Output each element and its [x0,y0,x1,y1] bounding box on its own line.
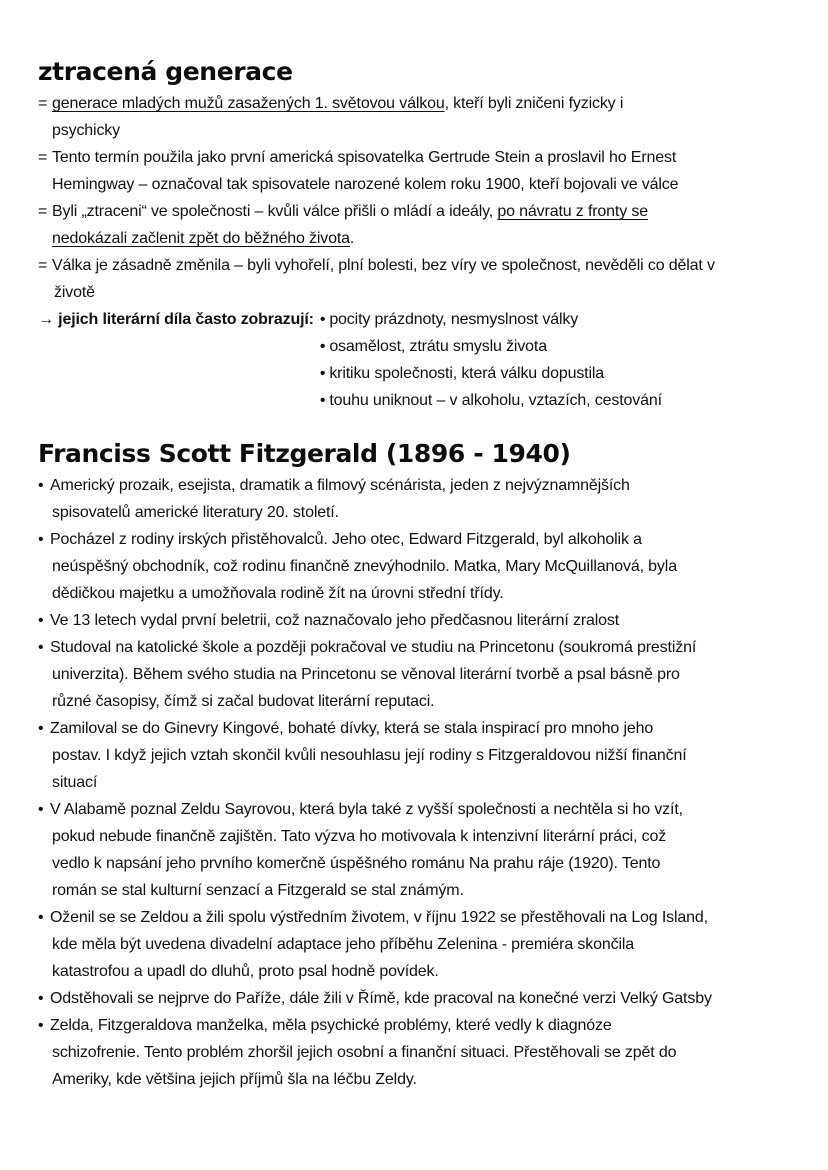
theme-item [320,387,662,414]
section-title-lost-generation: ztracená generace [38,57,293,86]
bio-item-continuation: schizofrenie. Tento problém zhoršil jejich osobní a finanční situaci. Přestěhovali se zpět do [52,1044,677,1061]
item-text: Válka je zásadně změnila – byli vyhořelí, plní bolesti, bez víry ve společnost, nevěděli co dělat v [52,257,715,274]
bio-item-text: V Alabamě poznal Zeldu Sayrovou, která byla také z vyšší společnosti a nechtěla si ho vzít, [50,801,683,818]
bullet-icon: • [38,801,44,818]
fitzgerald-section [38,472,808,1093]
bio-list-item [38,985,808,1012]
bio-item-continuation: pokud nebude finančně zajištěn. Tato výzva ho motivovala k intenzivní literární práci, což [52,828,667,845]
theme-text: pocity prázdnoty, nesmyslnost války [329,311,579,328]
bio-item-continuation: dědičkou majetku a umožňovala rodině žít na úrovni střední třídy. [52,585,504,602]
literary-works-themes [38,306,808,414]
bio-item-text: Ve 13 letech vydal první beletrii, což naznačovalo jeho předčasnou literární zralost [50,612,620,629]
bio-item-continuation: spisovatelů americké literatury 20. století. [52,504,339,521]
bullet-icon: • [38,909,44,926]
bio-item-continuation: univerzita). Během svého studia na Princetonu se věnoval literární tvorbě a psal básně pro [52,666,680,683]
bullet-icon: • [319,338,326,355]
bullet-icon: • [38,990,44,1007]
bullet-icon: • [38,639,44,656]
item-text: Tento termín použila jako první americká spisovatelka Gertrude Stein a proslavil ho Ernest [52,149,677,166]
item-text-end: . [349,230,355,247]
equals-marker: = [38,95,48,112]
bio-list-item [38,607,808,634]
works-lead [38,306,314,414]
bio-item-text: Zamiloval se do Ginevry Kingové, bohaté dívky, která se stala inspirací pro mnoho jeho [50,720,654,737]
bio-list-item [38,1012,808,1093]
bio-list-item [38,796,808,904]
lost-generation-section [38,90,808,414]
bio-item-text: Zelda, Fitzgeraldova manželka, měla psychické problémy, které vedly k diagnóze [50,1017,612,1034]
definition-item [38,144,808,198]
bio-item-text: Oženil se se Zeldou a žili spolu výstředním životem, v říjnu 1922 se přestěhovali na Log Island, [50,909,708,926]
equals-marker: = [38,203,48,220]
theme-text: kritiku společnosti, která válku dopustila [329,365,605,382]
item-continuation: Hemingway – označoval tak spisovatele narozené kolem roku 1900, kteří bojovali ve válce [52,176,679,193]
bullet-icon: • [319,311,326,328]
section-title-fitzgerald: Franciss Scott Fitzgerald (1896 - 1940) [38,439,571,468]
bio-item-continuation: Ameriky, kde většina jejich příjmů šla na léčbu Zeldy. [52,1071,417,1088]
bio-item-text: Americký prozaik, esejista, dramatik a filmový scénárista, jeden z nejvýznamnějších [50,477,630,494]
bio-item-text: Studoval na katolické škole a později pokračoval ve studiu na Princetonu (soukromá prestižní [50,639,697,656]
bio-list-item [38,472,808,526]
theme-text: osamělost, ztrátu smyslu života [329,338,547,355]
bullet-icon: • [38,477,44,494]
equals-marker: = [38,257,48,274]
bio-item-text: Pocházel z rodiny irských přistěhovalců. Jeho otec, Edward Fitzgerald, byl alkoholik a [50,531,642,548]
item-text: Byli „ztraceni“ ve společnosti – kvůli válce přišli o mládí a ideály, [52,203,498,220]
bio-item-continuation: román se stal kulturní senzací a Fitzgerald se stal známým. [52,882,464,899]
bio-item-continuation: vedlo k napsání jeho prvního komerčně úspěšného románu Na prahu ráje (1920). Tento [52,855,661,872]
bio-list-item [38,715,808,796]
underlined-text: nedokázali začlenit zpět do běžného života [52,230,350,247]
underlined-text: po návratu z fronty se [497,203,648,220]
themes-list [320,306,662,414]
item-continuation [52,225,808,252]
works-lead-text: jejich literární díla často zobrazují: [58,311,314,328]
item-continuation: psychicky [52,122,121,139]
bullet-icon: • [38,1017,44,1034]
definition-item [38,252,808,306]
bio-list-item [38,634,808,715]
bio-list-item [38,526,808,607]
definition-item [38,198,808,252]
item-continuation: životě [54,284,95,301]
bullet-icon: • [319,392,326,409]
definition-item [38,90,808,144]
arrow-icon: → [38,311,54,328]
bio-item-continuation: katastrofou a upadl do dluhů, proto psal hodně povídek. [52,963,439,980]
bio-item-continuation: neúspěšný obchodník, což rodinu finančně znevýhodnilo. Matka, Mary McQuillanová, byla [52,558,677,575]
bio-item-text: Odstěhovali se nejprve do Paříže, dále žili v Římě, kde pracoval na konečné verzi Velký Gatsby [50,990,712,1007]
bio-item-continuation: kde měla být uvedena divadelní adaptace jeho příběhu Zelenina - premiéra skončila [52,936,634,953]
bio-item-continuation: postav. I když jejich vztah skončil kvůli nesouhlasu její rodiny s Fitzgeraldovou nižší finanční [52,747,687,764]
theme-item [320,360,662,387]
item-text: , kteří byli zničeni fyzicky i [444,95,624,112]
bullet-icon: • [319,365,326,382]
bullet-icon: • [38,720,44,737]
bullet-icon: • [38,531,44,548]
underlined-text: generace mladých mužů zasažených 1. světovou válkou [52,95,445,112]
bio-item-continuation: situací [52,774,98,791]
theme-text: touhu uniknout – v alkoholu, vztazích, cestování [329,392,662,409]
bio-item-continuation: různé časopisy, čímž si začal budovat literární reputaci. [52,693,435,710]
theme-item [320,333,662,360]
bio-list-item [38,904,808,985]
bullet-icon: • [38,612,44,629]
theme-item [320,306,662,333]
equals-marker: = [38,149,48,166]
